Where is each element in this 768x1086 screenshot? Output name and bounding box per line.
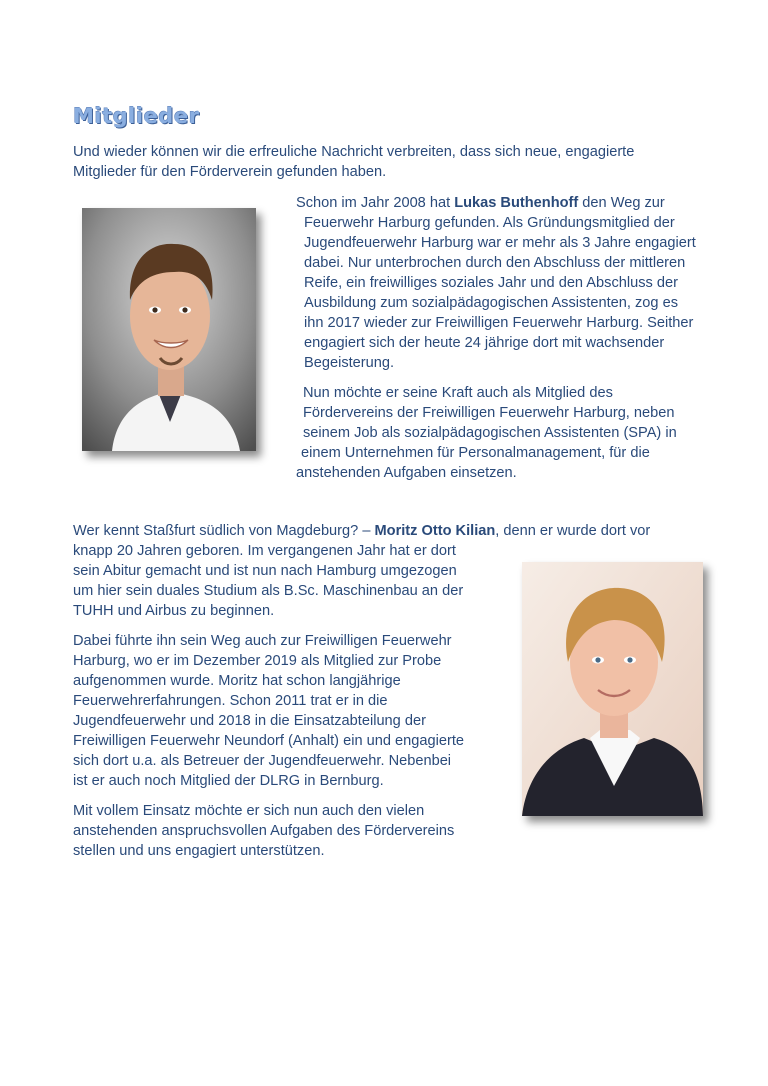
text-segment: Schon im Jahr 2008 hat: [296, 195, 455, 211]
member-moritz-text-line: Freiwilligen Feuerwehr Neundorf (Anhalt) ein und engagierte: [73, 733, 465, 749]
page-title: Mitglieder: [73, 104, 200, 128]
text-segment: den Weg zur: [578, 195, 665, 211]
member-moritz-text-line: Harburg, wo er im Dezember 2019 als Mitglied zur Probe: [73, 653, 442, 669]
member-moritz-name: Moritz Otto Kilian: [374, 523, 496, 539]
member-moritz-text-line: sein Abitur gemacht und ist nun nach Hamburg umgezogen: [73, 563, 457, 579]
member-moritz-text-line: anstehenden anspruchsvollen Aufgaben des Fördervereins: [73, 823, 455, 839]
member-moritz-text-line: Dabei führte ihn sein Weg auch zur Freiwilligen Feuerwehr: [73, 633, 452, 649]
member-lukas-text-line: engagiert sich der heute 24 jährige dort mit wachsender: [304, 335, 665, 351]
member-moritz-text-line: [73, 521, 650, 541]
member-lukas-text-line: Jugendfeuerwehr Harburg war er mehr als 3 Jahre engagiert: [304, 235, 696, 251]
member-lukas-text-line: dabei. Nur unterbrochen durch den Abschluss der mittleren: [304, 255, 686, 271]
member-lukas-text-line: ihn 2017 wieder zur Freiwilligen Feuerwehr Harburg. Seither: [304, 315, 694, 331]
member-lukas-text-line: [296, 193, 665, 213]
intro-paragraph: Und wieder können wir die erfreuliche Nachricht verbreiten, dass sich neue, engagierte Mitglieder für den Förderverein gefunden haben.: [73, 144, 635, 181]
member-moritz-text-line: stellen und uns engagiert unterstützen.: [73, 843, 325, 859]
member-lukas-text-line: anstehenden Aufgaben einsetzen.: [296, 465, 517, 481]
portrait-photo-lukas: [82, 208, 256, 451]
member-moritz-text-line: Jugendfeuerwehr und 2018 in die Einsatzabteilung der: [73, 713, 426, 729]
member-moritz-text-line: knapp 20 Jahren geboren. Im vergangenen Jahr hat er dort: [73, 543, 456, 559]
member-lukas-text-line: Fördervereins der Freiwilligen Feuerwehr Harburg, neben: [303, 405, 675, 421]
member-lukas-name: Lukas Buthenhoff: [454, 195, 579, 211]
member-moritz-text-line: TUHH und Airbus zu beginnen.: [73, 603, 275, 619]
member-moritz-text-line: Feuerwehrerfahrungen. Schon 2011 trat er in die: [73, 693, 388, 709]
text-segment: , denn er wurde dort vor: [495, 523, 651, 539]
member-lukas-text-line: Nun möchte er seine Kraft auch als Mitglied des: [303, 385, 613, 401]
member-moritz-text-line: sich dort u.a. als Betreuer der Jugendfeuerwehr. Nebenbei: [73, 753, 452, 769]
member-lukas-text-line: Begeisterung.: [304, 355, 395, 371]
member-lukas-text-line: einem Unternehmen für Personalmanagement, für die: [301, 445, 650, 461]
member-lukas-text-line: Feuerwehr Harburg gefunden. Als Gründungsmitglied der: [304, 215, 675, 231]
text-segment: Wer kennt Staßfurt südlich von Magdeburg? –: [73, 523, 375, 539]
member-moritz-text-line: ist er auch noch Mitglied der DLRG in Bernburg.: [73, 773, 384, 789]
member-lukas-text-line: seinem Job als sozialpädagogischen Assistenten (SPA) in: [303, 425, 677, 441]
member-lukas-text-line: Reife, ein freiwilliges soziales Jahr und den Abschluss der: [304, 275, 678, 291]
member-lukas-text-line: Ausbildung zum sozialpädagogischen Assistenten, zog es: [304, 295, 679, 311]
member-moritz-text-line: Mit vollem Einsatz möchte er sich nun auch den vielen: [73, 803, 425, 819]
member-moritz-text-line: aufgenommen wurde. Moritz hat schon langjährige: [73, 673, 401, 689]
portrait-photo-moritz: [522, 562, 703, 816]
member-moritz-text-line: um hier sein duales Studium als B.Sc. Maschinenbau an der: [73, 583, 464, 599]
